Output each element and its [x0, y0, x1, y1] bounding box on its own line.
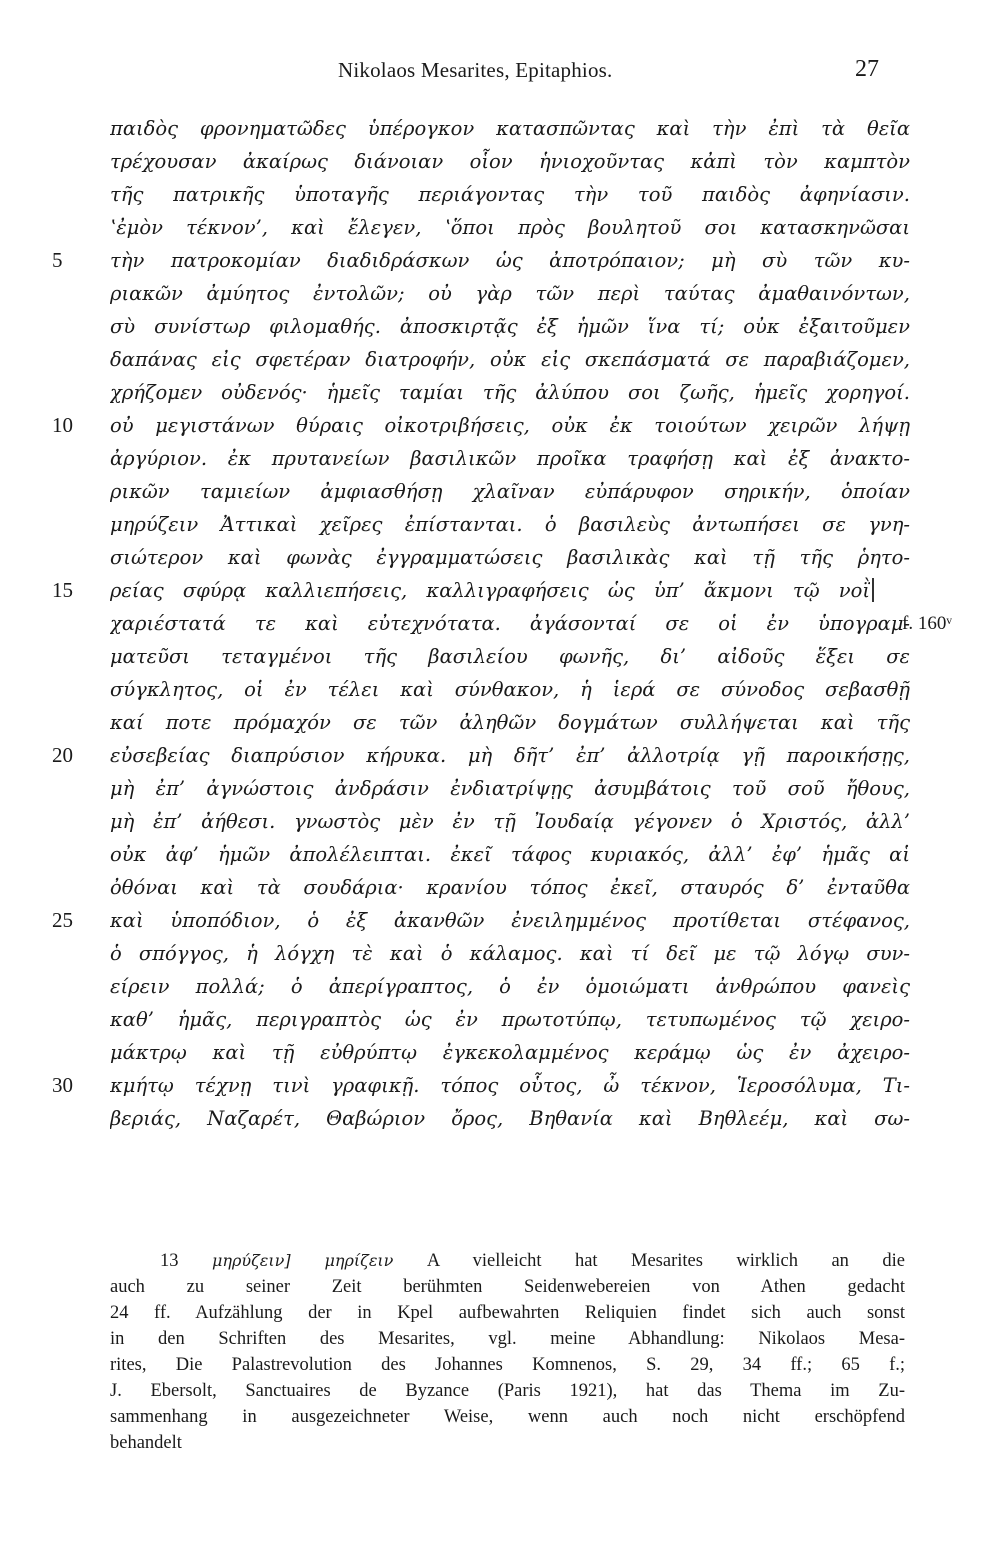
text-line — [0, 970, 1000, 1003]
line-number: 5 — [52, 248, 63, 272]
text-line — [0, 1102, 1000, 1135]
footnote-line — [160, 1248, 905, 1274]
footnote-text: A vielleicht hat Mesarites wirklich an die — [393, 1251, 905, 1271]
text-line — [0, 178, 1000, 211]
text-line — [0, 112, 1000, 145]
text-line-content: ὀθόναι καὶ τὰ σουδάρια· κρανίου τόπος ἐκεῖ, σταυρός δ’ ἐνταῦθα — [110, 876, 910, 899]
text-line — [0, 211, 1000, 244]
text-line — [0, 442, 1000, 475]
text-line-content: ματεῦσι τεταγμένοι τῆς βασιλείου φωνῆς, δι’ αἰδοῦς ἕξει σε — [110, 645, 910, 668]
text-line-content: ὁ σπόγγος, ἡ λόγχη τὲ καὶ ὁ κάλαμος. καὶ τί δεῖ με τῷ λόγῳ συν- — [110, 942, 910, 965]
text-line — [0, 574, 1000, 607]
text-line-content: οὐκ ἀφ’ ἡμῶν ἀπολέλειπται. ἐκεῖ τάφος κυριακός, ἀλλ’ ἐφ’ ἡμᾶς αἱ — [110, 843, 910, 866]
text-line — [0, 937, 1000, 970]
text-line — [0, 805, 1000, 838]
running-header — [0, 58, 1000, 88]
text-line — [0, 1069, 1000, 1102]
text-line — [0, 376, 1000, 409]
text-line — [0, 1036, 1000, 1069]
footnote-lemma: μηρύζειν] μηρίζειν — [211, 1251, 394, 1270]
text-line — [0, 343, 1000, 376]
text-line-content: χρήζομεν οὐδενός· ἡμεῖς ταμίαι τῆς ἀλύπου σοι ζωῆς, ἡμεῖς χορηγοί. — [110, 381, 910, 404]
text-line — [0, 673, 1000, 706]
text-line-content: τρέχουσαν ἀκαίρως διάνοιαν οἷον ἡνιοχοῦντας κἀπὶ τὸν καμπτὸν — [110, 150, 910, 173]
text-line-content: ρικῶν ταμιείων ἀμφιασθήσῃ χλαῖναν εὐπάρυφον σηρικήν, ὁποίαν — [110, 480, 910, 503]
text-line-content: σὺ συνίστωρ φιλομαθής. ἀποσκιρτᾷς ἐξ ἡμῶν ἵνα τί; οὐκ ἐξαιτοῦμεν — [110, 315, 910, 338]
text-line — [0, 1003, 1000, 1036]
text-line-content: ρείας σφύρᾳ καλλιεπήσεις, καλλιγραφήσεις ὡς ὑπ’ ἄκμονι τῷ νοῒ — [110, 579, 870, 602]
footnote-line: in den Schriften des Mesarites, vgl. meine Abhandlung: Nikolaos Mesa- — [110, 1329, 905, 1349]
line-number: 20 — [52, 743, 73, 767]
text-line-content: μὴ ἐπ’ ἀήθεσι. γνωστὸς μὲν ἐν τῇ Ἰουδαίᾳ γέγονεν ὁ Χριστός, ἀλλ’ — [110, 810, 910, 833]
footnote-ref: 13 — [160, 1251, 179, 1271]
text-line-content: είρειν πολλά; ὁ ἀπερίγραπτος, ὁ ἐν ὁμοιώματι ἀνθρώπου φανεὶς — [110, 975, 910, 998]
folio-change-bar — [872, 578, 874, 602]
footnote-line: behandelt — [110, 1433, 182, 1453]
text-line — [0, 739, 1000, 772]
footnote-line: J. Ebersolt, Sanctuaires de Byzance (Paris 1921), hat das Thema im Zu- — [110, 1381, 905, 1401]
text-line-content: βεριάς, Ναζαρέτ, Θαβώριον ὄρος, Βηθανία καὶ Βηθλεέμ, καὶ σω- — [110, 1107, 910, 1130]
text-line-content: καθ’ ἡμᾶς, περιγραπτὸς ὡς ἐν πρωτοτύπῳ, τετυπωμένος τῷ χειρο- — [110, 1008, 910, 1031]
footnote-line: auch zu seiner Zeit berühmten Seidenwebereien von Athen gedacht — [110, 1277, 905, 1297]
text-line — [0, 706, 1000, 739]
text-line-content: μάκτρῳ καὶ τῇ εὐθρύπτῳ ἐγκεκολαμμένος κεράμῳ ὡς ἐν ἀχειρο- — [110, 1041, 910, 1064]
text-line-content: ʽἐμὸν τέκνον’, καὶ ἔλεγεν, ʽὅποι πρὸς βουλητοῦ σοι κατασκηνῶσαι — [110, 216, 910, 239]
line-number: 15 — [52, 578, 73, 602]
text-line — [0, 640, 1000, 673]
text-line — [0, 145, 1000, 178]
text-line-content: κμήτῳ τέχνῃ τινὶ γραφικῇ. τόπος οὗτος, ὦ τέκνον, Ἱεροσόλυμα, Τι- — [110, 1074, 910, 1097]
text-line-content: ριακῶν ἀμύητος ἐντολῶν; οὐ γὰρ τῶν περὶ ταύτας ἀμαθαινόντων, — [110, 282, 910, 305]
text-line — [0, 475, 1000, 508]
text-line — [0, 310, 1000, 343]
text-line-content: τῆς πατρικῆς ὑποταγῆς περιάγοντας τὴν τοῦ παιδὸς ἀφηνίασιν. — [110, 183, 910, 206]
text-line-content: εὐσεβείας διαπρύσιον κήρυκα. μὴ δῆτ’ ἐπ’ ἀλλοτρίᾳ γῇ παροικήσῃς, — [110, 744, 910, 767]
text-line-content: καὶ ὑποπόδιον, ὁ ἐξ ἀκανθῶν ἐνειλημμένος προτίθεται στέφανος, — [110, 909, 910, 932]
running-title: Nikolaos Mesarites, Epitaphios. — [338, 58, 613, 82]
text-line-content: καί ποτε πρόμαχόν σε τῶν ἀληθῶν δογμάτων συλλήψεται καὶ τῆς — [110, 711, 910, 734]
text-line — [0, 772, 1000, 805]
text-line — [0, 904, 1000, 937]
text-line — [0, 541, 1000, 574]
text-line-content: ἀργύριον. ἐκ πρυτανείων βασιλικῶν προῖκα τραφήσῃ καὶ ἐξ ἀνακτο- — [110, 447, 910, 470]
text-line-content: δαπάνας εἰς σφετέραν διατροφήν, οὐκ εἰς σκεπάσματά σε παραβιάζομεν, — [110, 348, 910, 371]
text-line — [0, 277, 1000, 310]
text-line-content: χαριέστατά τε καὶ εὐτεχνότατα. ἀγάσονταί σε οἱ ἐν ὑπογραμ- — [110, 612, 910, 635]
text-line-content: οὐ μεγιστάνων θύραις οἰκοτριβήσεις, οὐκ ἐκ τοιούτων χειρῶν λήψῃ — [110, 414, 910, 437]
folio-marker: f. 160ᵛ — [902, 613, 952, 634]
text-line-content: μὴ ἐπ’ ἀγνώστοις ἀνδράσιν ἐνδιατρίψῃς ἀσυμβάτοις τοῦ σοῦ ἤθους, — [110, 777, 910, 800]
text-line — [0, 838, 1000, 871]
text-line-content: τὴν πατροκομίαν διαδιδράσκων ὡς ἀποτρόπαιον; μὴ σὺ τῶν κυ- — [110, 249, 910, 272]
text-line — [0, 508, 1000, 541]
text-line-content: σιώτερον καὶ φωνὰς ἐγγραμματώσεις βασιλικὰς καὶ τῇ τῆς ῥητο- — [110, 546, 910, 569]
line-number: 30 — [52, 1073, 73, 1097]
footnote-line: 24 ff. Aufzählung der in Kpel aufbewahrten Reliquien findet sich auch sonst — [110, 1303, 905, 1323]
footnote-line: rites, Die Palastrevolution des Johannes Komnenos, S. 29, 34 ff.; 65 f.; — [110, 1355, 905, 1375]
page-number: 27 — [855, 56, 879, 82]
footnote-line: sammenhang in ausgezeichneter Weise, wenn auch noch nicht erschöpfend — [110, 1407, 905, 1427]
line-number: 10 — [52, 413, 73, 437]
text-line-content: σύγκλητος, οἱ ἐν τέλει καὶ σύνθακον, ἡ ἱερά σε σύνοδος σεβασθῇ — [110, 678, 910, 701]
text-line — [0, 244, 1000, 277]
text-line — [0, 871, 1000, 904]
text-line — [0, 607, 1000, 640]
text-line — [0, 409, 1000, 442]
text-line-content: παιδὸς φρονηματῶδες ὑπέρογκον κατασπῶντας καὶ τὴν ἐπὶ τὰ θεῖα — [110, 117, 910, 140]
text-line-content: μηρύζειν Ἀττικαὶ χεῖρες ἐπίστανται. ὁ βασιλεὺς ἀντωπήσει σε γνη- — [110, 513, 910, 536]
line-number: 25 — [52, 908, 73, 932]
